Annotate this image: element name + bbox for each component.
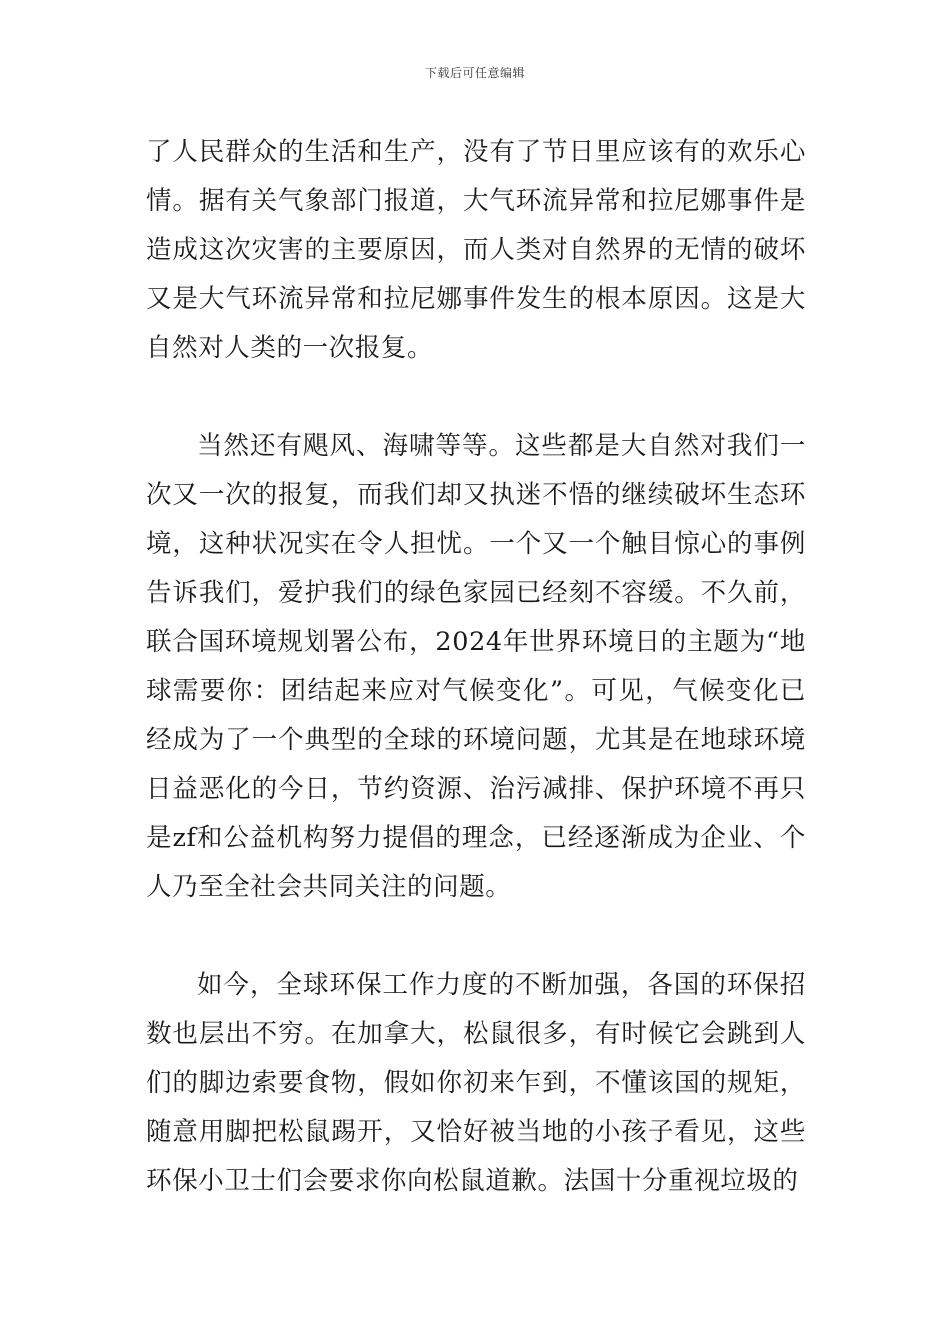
document-body [146,128,806,1206]
paragraph-climate-change: 当然还有飓风、海啸等等。这些都是大自然对我们一次又一次的报复，而我们却又执迷不悟的继续破坏生态环境，这种状况实在令人担忧。一个又一个触目惊心的事例告诉我们，爱护我们的绿色家园已经刻不容缓。不久前，联合国环境规划署公布，2024年世界环境日的主题为“地球需要你：团结起来应对气候变化”。可见，气候变化已经成为了一个典型的全球的环境问题，尤其是在地球环境日益恶化的今日，节约资源、治污减排、保护环境不再只是zf和公益机构努力提倡的理念，已经逐渐成为企业、个人乃至全社会共同关注的问题。 [146,431,806,902]
paragraph-continuation: 了人民群众的生活和生产，没有了节日里应该有的欢乐心情。据有关气象部门报道，大气环流异常和拉尼娜事件是造成这次灾害的主要原因，而人类对自然界的无情的破坏又是大气环流异常和拉尼娜事件发生的根本原因。这是大自然对人类的一次报复。 [146,137,806,363]
header-note: 下载后可任意编辑 [424,66,525,80]
paragraph-global-environmental-efforts: 如今，全球环保工作力度的不断加强，各国的环保招数也层出不穷。在加拿大，松鼠很多，有时候它会跳到人们的脚边索要食物，假如你初来乍到，不懂该国的规矩，随意用脚把松鼠踢开，又恰好被当地的小孩子看见，这些环保小卫士们会要求你向松鼠道歉。法国十分重视垃圾的 [146,970,806,1196]
